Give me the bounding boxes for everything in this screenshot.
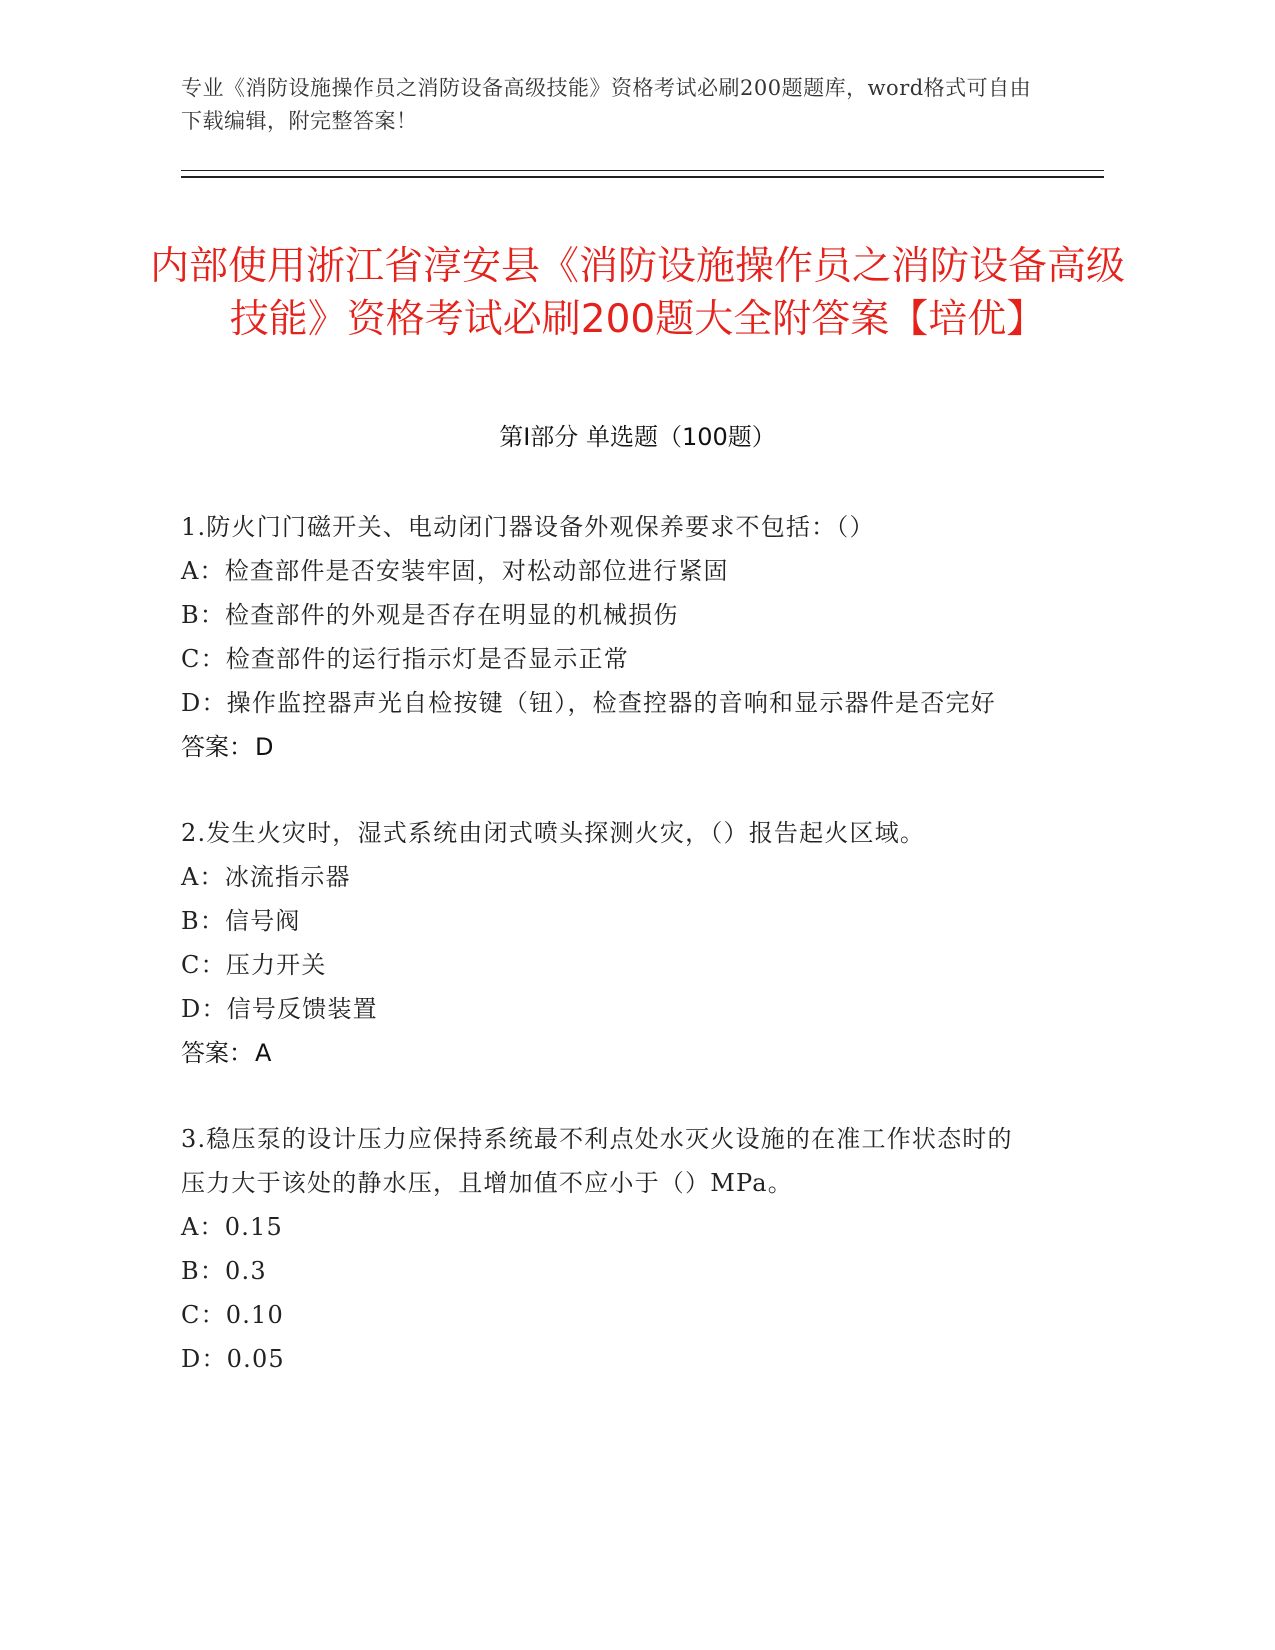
option-d: D：信号反馈装置 xyxy=(181,995,378,1023)
question-3 xyxy=(181,1117,1031,1381)
question-spacer xyxy=(181,1075,1031,1117)
document-title: 内部使用浙江省淳安县《消防设施操作员之消防设备高级技能》资格考试必刷200题大全附答案【培优】 xyxy=(150,244,1126,343)
answer-label: 答案： xyxy=(181,733,253,761)
question-spacer xyxy=(181,769,1031,811)
question-stem: 1.防火门门磁开关、电动闭门器设备外观保养要求不包括：（） xyxy=(181,513,875,541)
option-d: D：操作监控器声光自检按键（钮），检查控器的音响和显示器件是否完好 xyxy=(181,689,996,717)
answer-line xyxy=(181,725,1031,769)
answer-label: 答案： xyxy=(181,1039,253,1067)
option-c: C：压力开关 xyxy=(181,951,327,979)
option-d: D：0.05 xyxy=(181,1345,285,1373)
option-b: B：信号阀 xyxy=(181,907,301,935)
option-b: B：0.3 xyxy=(181,1257,267,1285)
header-divider-thick xyxy=(181,176,1104,178)
answer-value: D xyxy=(255,733,274,761)
question-1 xyxy=(181,505,1031,769)
question-2 xyxy=(181,811,1031,1075)
section-heading: 第Ⅰ部分 单选题（100题） xyxy=(499,423,776,451)
question-stem: 2.发生火灾时，湿式系统由闭式喷头探测火灾，（）报告起火区域。 xyxy=(181,819,926,847)
option-a: A：冰流指示器 xyxy=(181,863,351,891)
option-c: C：0.10 xyxy=(181,1301,285,1329)
option-b: B：检查部件的外观是否存在明显的机械损伤 xyxy=(181,601,679,629)
header-divider-thin xyxy=(181,170,1104,171)
answer-value: A xyxy=(255,1039,272,1067)
option-a: A：0.15 xyxy=(181,1213,283,1241)
question-stem: 3.稳压泵的设计压力应保持系统最不利点处水灭火设施的在准工作状态时的压力大于该处的静水压，且增加值不应小于（）MPa。 xyxy=(181,1125,1013,1197)
question-list xyxy=(181,505,1031,1381)
header-note: 专业《消防设施操作员之消防设备高级技能》资格考试必刷200题题库，word格式可自由下载编辑，附完整答案！ xyxy=(181,76,1032,133)
answer-line xyxy=(181,1031,1031,1075)
option-a: A：检查部件是否安装牢固，对松动部位进行紧固 xyxy=(181,557,729,585)
option-c: C：检查部件的运行指示灯是否显示正常 xyxy=(181,645,629,673)
